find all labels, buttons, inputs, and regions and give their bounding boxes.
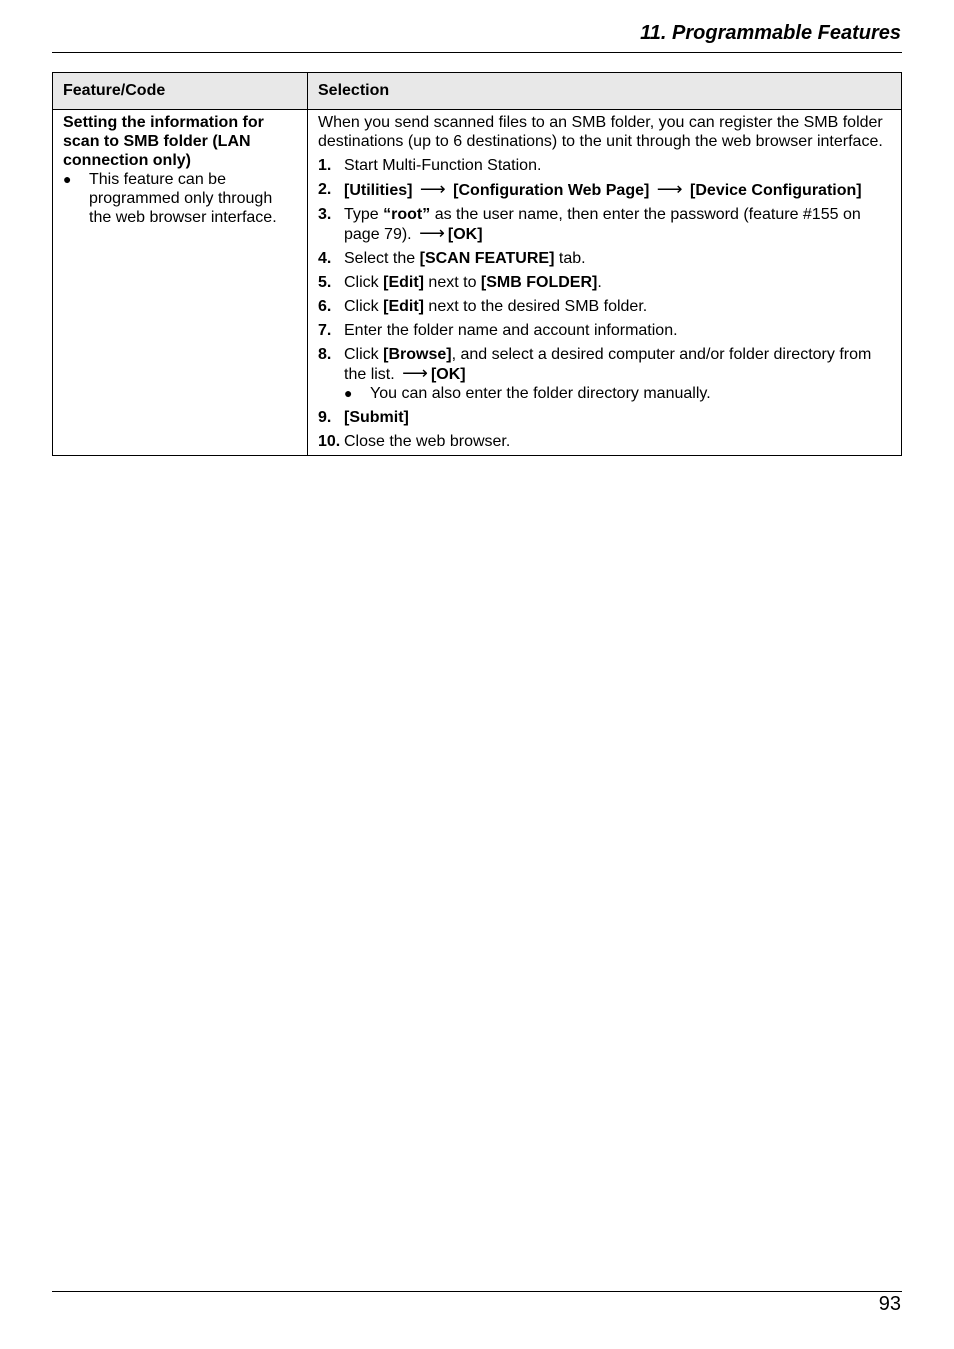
step-text [344,249,891,268]
page-number: 93 [878,1293,901,1315]
arrow-right-icon: ⟶ [419,223,445,243]
menu-device-configuration: [Device Configuration] [690,182,862,199]
menu-utilities: [Utilities] [344,182,413,199]
step-number: 10. [318,433,341,450]
step-text-part: next to the desired SMB folder. [423,298,648,315]
steps-list [318,156,891,451]
column-header-selection: Selection [308,73,902,110]
list-item [318,321,891,340]
step-text-part: Click [344,346,384,363]
footer-rule [52,1291,902,1292]
step-number: 5. [318,274,332,291]
step-text-part: Type [344,206,384,223]
step-number: 7. [318,322,332,339]
list-item [318,249,891,268]
step-number: 6. [318,298,332,315]
list-item [318,345,891,403]
step-number: 2. [318,181,332,198]
step-number: 8. [318,346,332,363]
step-text-part: as the user name, then enter the password (feature #155 on page 79). [344,206,861,243]
submit-label: [Submit] [344,409,409,426]
table-row [53,110,902,456]
arrow-right-icon: ⟶ [656,179,683,199]
feature-note-text: This feature can be programmed only through the web browser interface. [89,171,277,226]
list-item [318,205,891,244]
feature-note [63,170,297,227]
page-header-title: 11. Programmable Features [640,22,901,44]
list-item [318,273,891,292]
step-number: 3. [318,206,332,223]
list-item [318,156,891,175]
selection-intro: When you send scanned files to an SMB folder, you can register the SMB folder destinations (up to 6 destinations) to the unit through the web browser interface. [318,114,883,150]
step-text [344,297,891,316]
selection-cell [308,110,902,456]
smb-folder-label: [SMB FOLDER] [480,274,598,291]
step-text-part: . [597,274,602,291]
edit-label: [Edit] [383,274,424,291]
step-number: 9. [318,409,332,426]
arrow-right-icon: ⟶ [402,363,428,383]
step-text [344,273,891,292]
username-root: “root” [383,206,431,223]
step-text-part: Select the [344,250,420,267]
step-number: 1. [318,157,332,174]
menu-configuration-web-page: [Configuration Web Page] [453,182,650,199]
ok-label: [OK] [447,226,483,243]
column-header-feature: Feature/Code [53,73,308,110]
arrow-right-icon: ⟶ [419,179,446,199]
step-subnote-text: You can also enter the folder directory manually. [370,385,711,402]
ok-label: [OK] [430,366,466,383]
feature-cell [53,110,308,456]
header-rule [52,52,902,53]
step-text [344,345,891,403]
table-header-row [53,73,902,110]
feature-table [52,72,902,456]
feature-title: Setting the information for scan to SMB folder (LAN connection only) [63,114,264,169]
edit-label: [Edit] [383,298,424,315]
scan-feature-tab-label: [SCAN FEATURE] [419,250,555,267]
list-item [318,180,891,200]
step-text-part: Click [344,274,384,291]
bullet-icon: ● [63,171,72,187]
step-subnote [344,384,891,403]
list-item [318,432,891,451]
step-number: 4. [318,250,332,267]
step-text: Close the web browser. [344,433,511,450]
step-text: Enter the folder name and account information. [344,322,678,339]
step-text-part: next to [423,274,481,291]
browse-label: [Browse] [383,346,452,363]
step-text [344,205,891,244]
step-text [344,180,891,200]
step-text-part: tab. [554,250,586,267]
step-text-part: , and select a desired computer and/or folder directory from the list. [344,346,872,383]
step-text: Start Multi-Function Station. [344,157,542,174]
list-item [318,297,891,316]
step-text-part: Click [344,298,384,315]
list-item [318,408,891,427]
bullet-icon: ● [344,385,353,401]
